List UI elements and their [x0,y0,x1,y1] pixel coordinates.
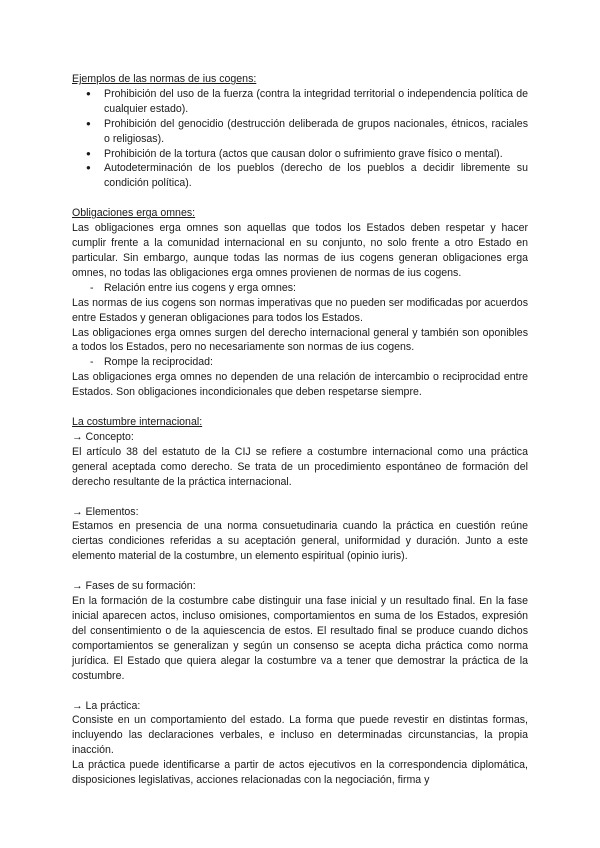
spacer [72,490,528,505]
spacer [72,400,528,415]
relacion-paragraph-1: Las normas de ius cogens son normas imperativas que no pueden ser modificadas por acuerdos entre Estados y generan obligaciones para todos los Estados. [72,296,528,324]
spacer [72,684,528,699]
practica-paragraph-1: Consiste en un comportamiento del estado. La forma que puede revestir en distintas formas, incluyendo las declaraciones verbales, e incluso en determinadas circunstancias, la propia inacción. [72,714,528,757]
list-item: ● Prohibición del genocidio (destrucción deliberada de grupos nacionales, étnicos, raciales o religiosas). [72,117,528,147]
list-item: ● Prohibición de la tortura (actos que causan dolor o sufrimiento grave físico o mental). [72,147,528,162]
practica-paragraph-2: La práctica puede identificarse a partir de actos ejecutivos en la correspondencia diplomática, disposiciones legislativas, acciones relacionadas con la negociación, firma y [72,759,528,787]
elementos-paragraph: Estamos en presencia de una norma consuetudinaria cuando la práctica en cuestión reúne ciertas condiciones referidas a su aceptación general, uniformidad y duración. Junto a este elemento material de la costumbre, un elemento espiritual (opinio iuris). [72,520,528,563]
erga-omnes-heading: Obligaciones erga omnes: [72,207,196,220]
ius-cogens-list [72,87,528,191]
elementos-label: → Elementos: [72,505,139,518]
concepto-label: → Concepto: [72,430,134,443]
concepto-paragraph: El artículo 38 del estatuto de la CIJ se refiere a costumbre internacional como una práctica general aceptada como derecho. Se trata de un procedimiento espontáneo de formación del derecho resultante de la práctica internacional. [72,445,528,488]
erga-omnes-intro: Las obligaciones erga omnes son aquellas que todos los Estados deben respetar y hacer cumplir frente a la comunidad internacional en su conjunto, no solo frente a otro Estado en particular. Sin embargo, aunque todas las normas de ius cogens generan obligaciones erga omnes, no todas las obligaciones erga omnes provienen de normas de ius cogens. [72,222,528,279]
costumbre-heading: La costumbre internacional: [72,416,203,429]
document-page [72,72,528,788]
spacer [72,564,528,579]
spacer [72,191,528,206]
list-item: ● Autodeterminación de los pueblos (derecho de los pueblos a decidir libremente su condición política). [72,161,528,191]
practica-label: → La práctica: [72,699,141,712]
ius-cogens-heading: Ejemplos de las normas de ius cogens: [72,73,257,85]
reciprocidad-subheading: - Rompe la reciprocidad: [72,355,528,370]
list-item: ● Prohibición del uso de la fuerza (contra la integridad territorial o independencia política de cualquier estado). [72,87,528,117]
reciprocidad-paragraph: Las obligaciones erga omnes no dependen de una relación de intercambio o reciprocidad entre Estados. Son obligaciones incondicionales que deben respetarse siempre. [72,371,528,399]
fases-label: → Fases de su formación: [72,580,196,593]
fases-paragraph: En la formación de la costumbre cabe distinguir una fase inicial y un resultado final. En la fase inicial aparecen actos, incluso omisiones, comportamientos en suma de los Estados, expresión del consentimiento o de la aquiescencia de estos. El resultado final se produce cuando dichos comportamientos se generalizan y según un consenso se acepta dicha práctica como norma jurídica. El Estado que quiera alegar la costumbre va a tener que demostrar la práctica de la costumbre. [72,595,528,682]
relacion-subheading: - Relación entre ius cogens y erga omnes: [72,281,528,296]
relacion-paragraph-2: Las obligaciones erga omnes surgen del derecho internacional general y también son oponibles a todos los Estados, pero no necesariamente son normas de ius cogens. [72,326,528,354]
